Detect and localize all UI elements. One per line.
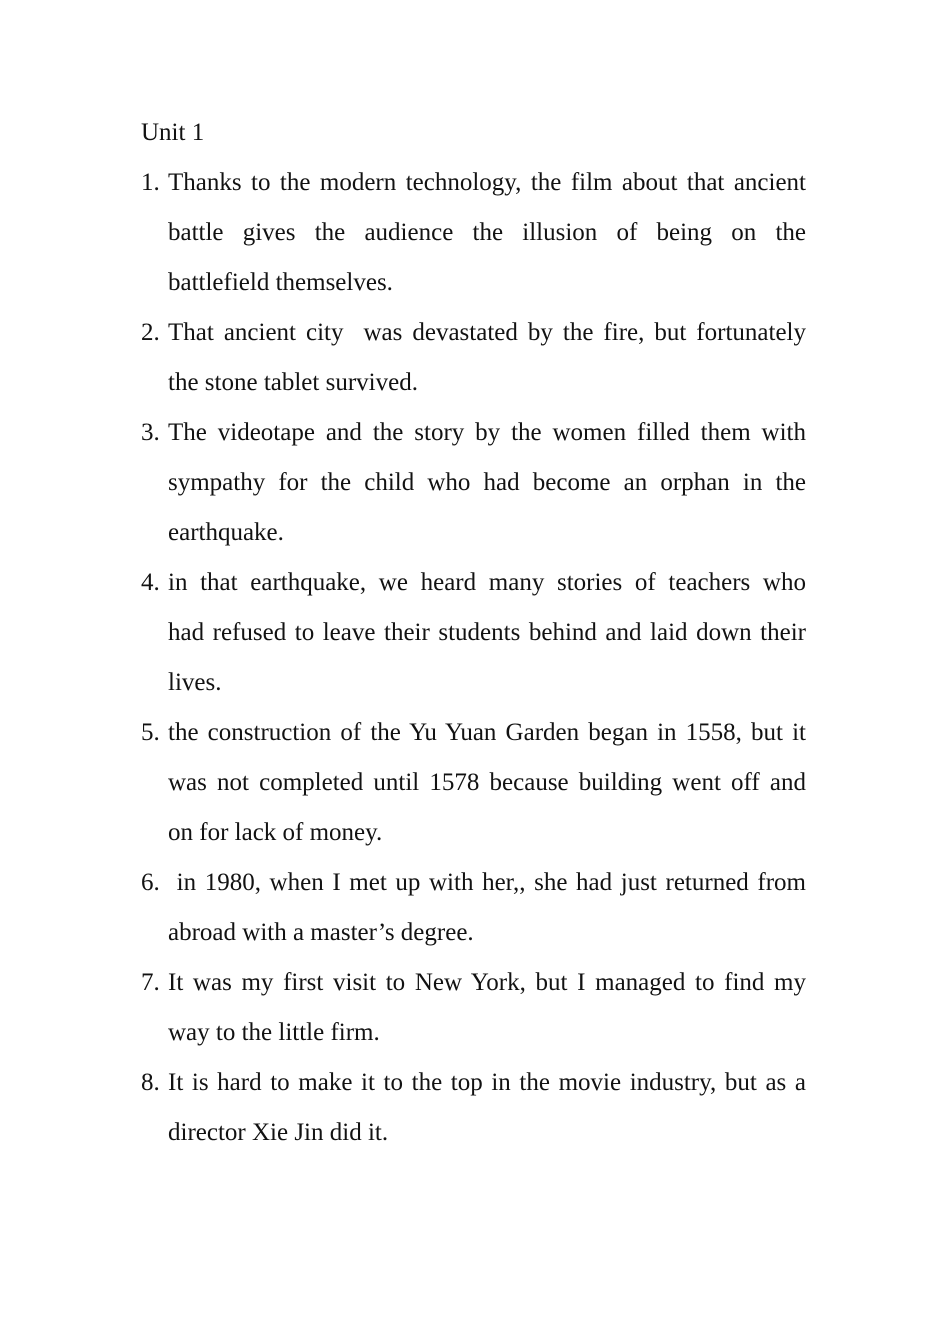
text-line: Thanks to the modern technology, the film about that ancient [168,169,806,196]
item-8-text [168,1058,806,1158]
text-line: That ancient city was devastated by the fire, but fortunately [168,319,806,346]
text-line: in 1980, when I met up with her,, she had just returned from [168,869,807,896]
text-line: The videotape and the story by the women filled them with [168,419,806,446]
item-1-text [168,158,806,308]
item-8-number: 8. [141,1069,160,1096]
item-4-text [168,558,806,708]
unit-heading: Unit 1 [141,119,205,146]
item-5-text [168,708,806,858]
text-line: battle gives the audience the illusion of being on the [168,219,806,246]
text-line: was not completed until 1578 because building went off and [168,769,806,796]
text-line: had refused to leave their students behind and laid down their [168,619,806,646]
item-6-number: 6. [141,869,160,896]
list-item-4 [141,558,806,708]
text-line: earthquake. [168,519,284,546]
list-item-3 [141,408,806,558]
text-line: battlefield themselves. [168,269,393,296]
item-5-number: 5. [141,719,160,746]
item-7-number: 7. [141,969,160,996]
text-line: lives. [168,669,222,696]
text-line: the stone tablet survived. [168,369,418,396]
text-line: director Xie Jin did it. [168,1119,389,1146]
text-line: on for lack of money. [168,819,383,846]
item-4-number: 4. [141,569,160,596]
text-line: the construction of the Yu Yuan Garden began in 1558, but it [168,719,806,746]
item-3-text [168,408,806,558]
list-item-5 [141,708,806,858]
text-line: way to the little firm. [168,1019,380,1046]
item-3-number: 3. [141,419,160,446]
text-line: in that earthquake, we heard many stories of teachers who [168,569,806,596]
list-item-8 [141,1058,806,1158]
document-content [141,108,806,1158]
list-item-2 [141,308,806,408]
item-6-text [168,858,806,958]
list-item-1 [141,158,806,308]
item-1-number: 1. [141,169,160,196]
item-2-number: 2. [141,319,160,346]
text-line: It is hard to make it to the top in the movie industry, but as a [168,1069,806,1096]
item-2-text [168,308,806,408]
item-7-text [168,958,806,1058]
text-line: abroad with a master’s degree. [168,919,474,946]
list-item-7 [141,958,806,1058]
text-line: sympathy for the child who had become an orphan in the [168,469,806,496]
text-line: It was my first visit to New York, but I managed to find my [168,969,806,996]
list-item-6 [141,858,806,958]
